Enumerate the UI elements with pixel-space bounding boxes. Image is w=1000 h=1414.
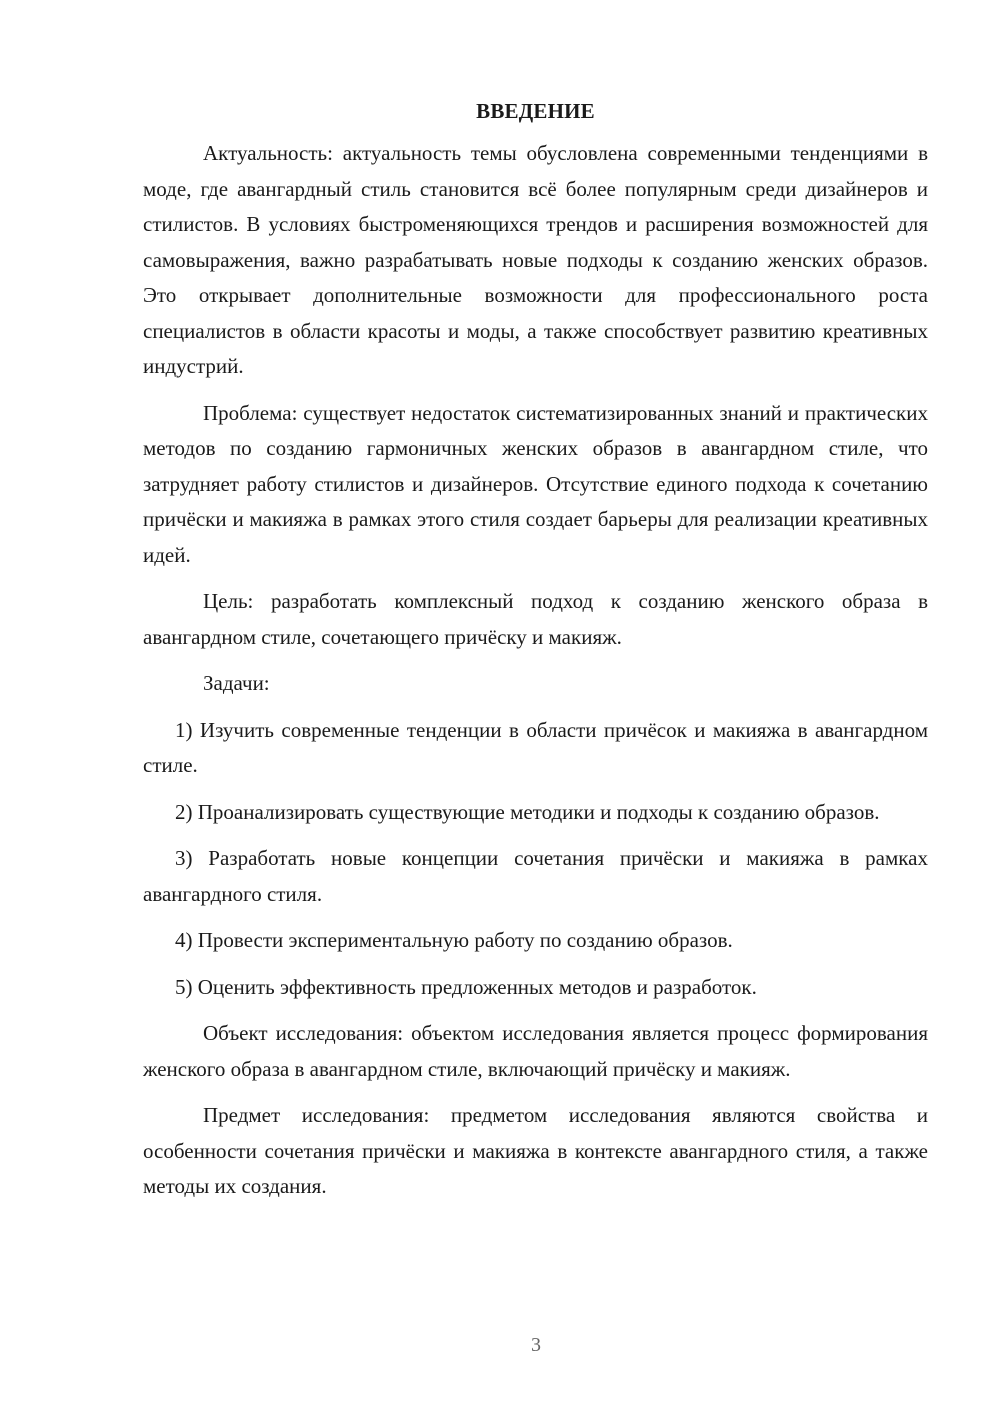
task-item: 3) Разработать новые концепции сочетания причёски и макияжа в рамках авангардного стиля. <box>143 846 928 906</box>
paragraph-goal: Цель: разработать комплексный подход к созданию женского образа в авангардном стиле, сочетающего причёску и макияж. <box>143 589 928 649</box>
paragraph-problem: Проблема: существует недостаток систематизированных знаний и практических методов по созданию гармоничных женских образов в авангардном стиле, что затрудняет работу стилистов и дизайнеров. Отсутствие единого подхода к сочетанию причёски и макияжа в рамках этого стиля создает барьеры для реализации креативных идей. <box>143 400 928 567</box>
tasks-label: Задачи: <box>203 671 270 695</box>
task-item: 5) Оценить эффективность предложенных методов и разработок. <box>175 974 757 999</box>
paragraph-subject: Предмет исследования: предметом исследования являются свойства и особенности сочетания причёски и макияжа в контексте авангардного стиля, а также методы их создания. <box>143 1103 928 1198</box>
page-number: 3 <box>531 1334 541 1356</box>
task-item: 4) Провести экспериментальную работу по созданию образов. <box>175 928 733 952</box>
page-title: ВВЕДЕНИЕ <box>476 99 595 123</box>
task-item: 1) Изучить современные тенденции в области причёсок и макияжа в авангардном стиле. <box>143 717 928 777</box>
paragraph-object: Объект исследования: объектом исследования является процесс формирования женского образа в авангардном стиле, включающий причёску и макияж. <box>143 1021 928 1081</box>
task-item: 2) Проанализировать существующие методики и подходы к созданию образов. <box>175 799 880 824</box>
paragraph-relevance: Актуальность: актуальность темы обусловлена современными тенденциями в моде, где авангардный стиль становится всё более популярным среди дизайнеров и стилистов. В условиях быстроменяющихся трендов и расширения возможностей для самовыражения, важно разрабатывать новые подходы к созданию женских образов. Это открывает дополнительные возможности для профессионального роста специалистов в области красоты и моды, а также способствует развитию креативных индустрий. <box>143 141 928 378</box>
page-content <box>143 96 928 1216</box>
